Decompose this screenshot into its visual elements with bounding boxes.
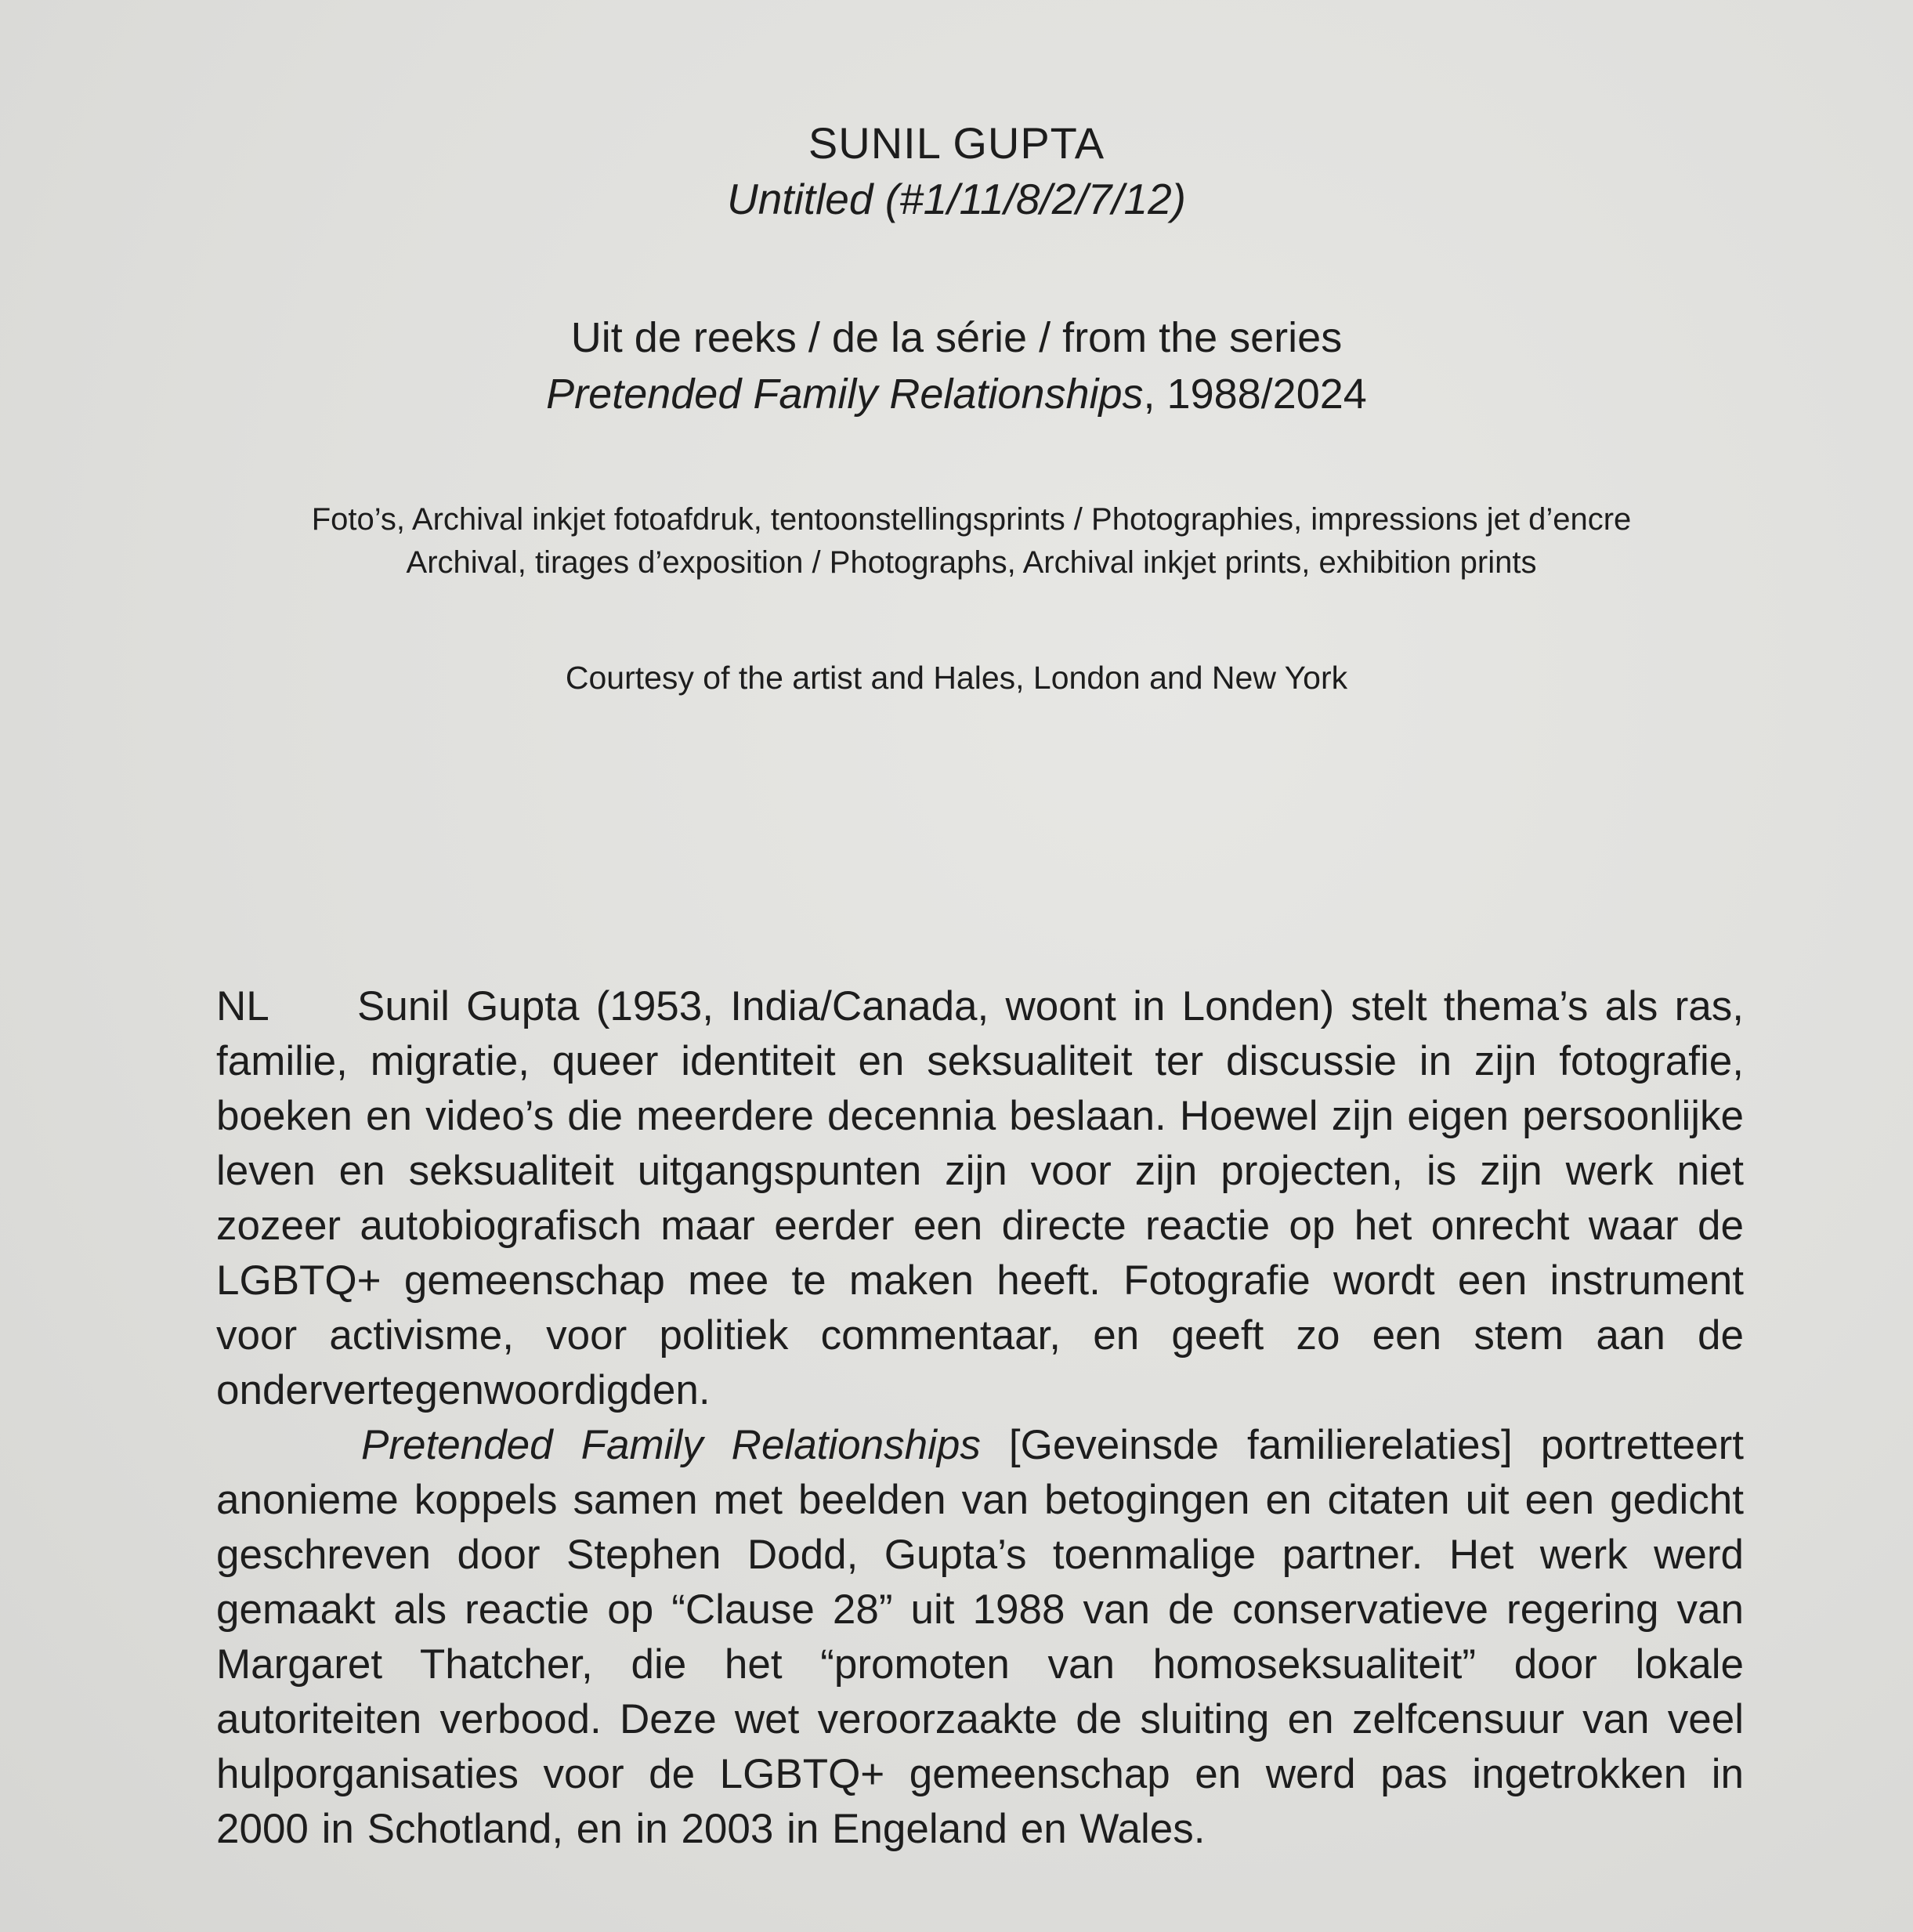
paragraph-2-text: [Geveinsde familierelaties] portretteert anonieme koppels samen met beelden van betogingen en citaten uit een gedicht geschreven door Stephen Dodd, Gupta’s toenmalige partner. Het werk werd gemaakt als reactie op “Clause 28” uit 1988 van de conservatieve regering van Margaret Thatcher, die het “promoten van homoseksualiteit” door lokale autoriteiten verbood. Deze wet veroorzaakte de sluiting en zelfcensuur van veel hulporganisaties voor de LGBTQ+ gemeenschap en werd pas ingetrokken in 2000 in Schotland, en in 2003 in Engeland en Wales. [216, 1422, 1744, 1852]
paragraph-1 [216, 979, 1744, 1418]
language-code: NL [216, 983, 269, 1029]
series-intro: Uit de reeks / de la série / from the series [570, 314, 1343, 361]
credit-line: Courtesy of the artist and Hales, London and New York [565, 660, 1348, 696]
paragraph-1-text: Sunil Gupta (1953, India/Canada, woont in Londen) stelt thema’s als ras, familie, migratie, queer identiteit en seksualiteit ter discussie in zijn fotografie, boeken en video’s die meerdere decennia beslaan. Hoewel zijn eigen persoonlijke leven en seksualiteit uitgangspunten zijn voor zijn projecten, is zijn werk niet zozeer autobiografisch maar eerder een directe reactie op het onrecht waar de LGBTQ+ gemeenschap mee te maken heeft. Fotografie wordt een instrument voor activisme, voor politiek commentaar, en geeft zo een stem aan de ondervertegenwoordigden. [216, 983, 1744, 1413]
description-text [216, 979, 1744, 1857]
series-title: Pretended Family Relationships [546, 371, 1144, 418]
series-line [0, 370, 1913, 418]
artist-name: SUNIL GUPTA [808, 118, 1105, 168]
series-year: , 1988/2024 [1143, 371, 1367, 418]
paragraph-2-series-title: Pretended Family Relationships [361, 1422, 981, 1468]
medium-text: Foto’s, Archival inkjet fotoafdruk, tentoonstellingsprints / Photographies, impressions jet d’encre Archival, tirages d’exposition / Photographs, Archival inkjet prints, exhibition prints [311, 502, 1632, 580]
paragraph-2 [216, 1418, 1744, 1857]
work-title: Untitled (#1/11/8/2/7/12) [726, 175, 1186, 223]
